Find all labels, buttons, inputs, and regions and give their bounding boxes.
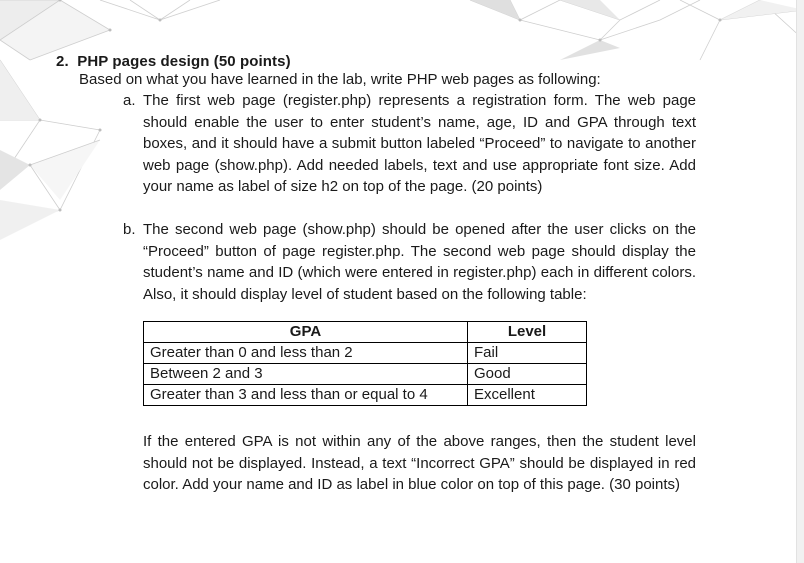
section-intro: Based on what you have learned in the lab, write PHP web pages as following:	[79, 71, 601, 88]
list-marker: a.	[123, 92, 136, 109]
list-item-text	[143, 90, 696, 198]
gpa-level-table	[143, 321, 587, 406]
section-heading	[56, 53, 291, 70]
item-b-paragraph: The second web page (show.php) should be opened after the user clicks on the “Proceed” button of page register.php. The second web page should display the student’s name and ID (which were entered in register.php) each in different colors. Also, it should display level of student based on the following table:	[143, 221, 696, 303]
list-marker: b.	[123, 221, 136, 238]
column-header-gpa: GPA	[144, 322, 468, 343]
column-header-level: Level	[468, 322, 587, 343]
table-row	[144, 364, 587, 385]
level-cell: Good	[468, 364, 587, 385]
closing-paragraph: If the entered GPA is not within any of the above ranges, then the student level should not be displayed. Instead, a text “Incorrect GPA” should be displayed in red color. Add your name and ID as label in blue color on top of this page. (30 points)	[143, 433, 696, 494]
table-row	[144, 385, 587, 406]
gpa-cell: Between 2 and 3	[144, 364, 468, 385]
section-number: 2.	[56, 53, 69, 70]
table-row	[144, 343, 587, 364]
gpa-cell: Greater than 3 and less than or equal to 4	[144, 385, 468, 406]
section-title: PHP pages design (50 points)	[77, 53, 291, 70]
level-cell: Excellent	[468, 385, 587, 406]
table-header-row	[144, 322, 587, 343]
level-cell: Fail	[468, 343, 587, 364]
gpa-cell: Greater than 0 and less than 2	[144, 343, 468, 364]
item-a-paragraph: The first web page (register.php) represents a registration form. The web page should enable the user to enter student’s name, age, ID and GPA through text boxes, and it should have a submit button labeled “Proceed” to navigate to another web page (show.php). Add needed labels, text and use appropriate font size. Add your name as label of size h2 on top of the page. (20 points)	[143, 92, 696, 196]
list-item-text	[143, 219, 696, 305]
